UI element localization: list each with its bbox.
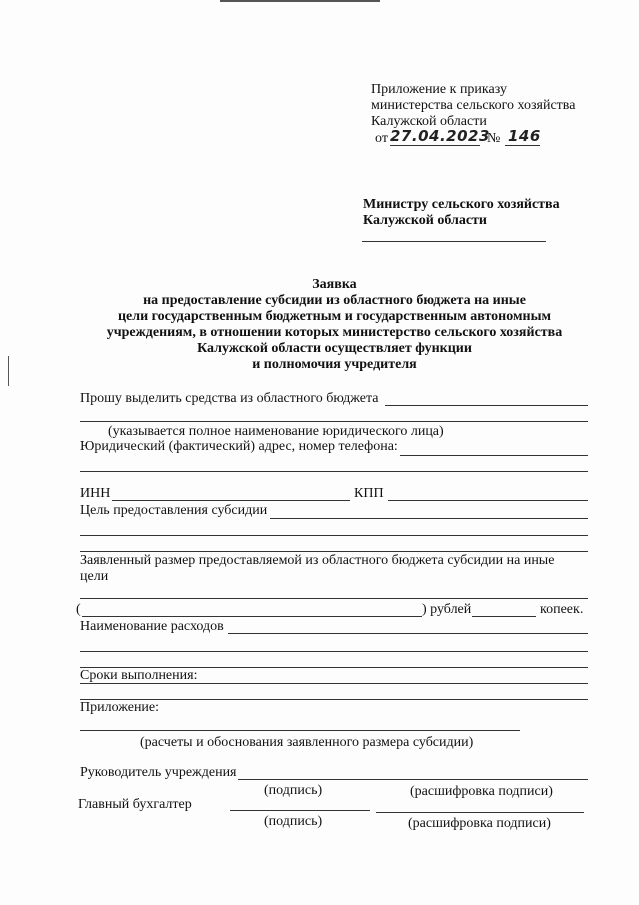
handwritten-date: 27.04.2023 <box>390 127 490 145</box>
appendix-line-2: министерства сельского хозяйства <box>371 98 576 113</box>
deadlines-field-1[interactable] <box>80 683 588 684</box>
title-line-6: и полномочия учредителя <box>252 357 417 372</box>
amount-field-1[interactable] <box>80 598 588 599</box>
rubles-field[interactable] <box>472 616 536 617</box>
accountant-decode-field[interactable] <box>376 812 584 813</box>
appendix-line-3: Калужской области <box>371 114 487 129</box>
paren-open: ( <box>76 602 81 617</box>
purpose-label: Цель предоставления субсидии <box>80 503 268 518</box>
org-name-field[interactable] <box>80 421 588 422</box>
handwritten-number: 146 <box>508 127 541 145</box>
accountant-label: Главный бухгалтер <box>78 797 192 812</box>
accountant-signature-field[interactable] <box>230 810 370 811</box>
amount-words-field[interactable] <box>82 616 422 617</box>
request-field[interactable] <box>385 405 588 406</box>
decode-hint-1: (расшифровка подписи) <box>410 784 553 799</box>
address-field-2[interactable] <box>80 471 588 472</box>
address-field-1[interactable] <box>400 455 588 456</box>
request-label: Прошу выделить средства из областного бюджета <box>80 391 379 406</box>
inn-label: ИНН <box>80 486 111 501</box>
expenses-label: Наименование расходов <box>80 619 224 634</box>
decode-hint-2: (расшифровка подписи) <box>408 816 551 831</box>
title-line-4: учреждениям, в отношении которых министерство сельского хозяйства <box>106 325 563 340</box>
head-label: Руководитель учреждения <box>80 765 237 780</box>
date-prefix: от <box>375 131 388 146</box>
attachment-label: Приложение: <box>80 700 160 715</box>
kpp-field[interactable] <box>388 500 588 501</box>
addressee-line-1: Министру сельского хозяйства <box>363 197 560 212</box>
signature-hint-2: (подпись) <box>264 814 323 829</box>
head-signature-field[interactable] <box>238 779 588 780</box>
title-line-5: Калужской области осуществляет функции <box>197 341 472 356</box>
title-line-2: на предоставление субсидии из областного бюджета на иные <box>143 293 526 308</box>
kpp-label: КПП <box>354 486 384 501</box>
org-name-hint: (указывается полное наименование юридического лица) <box>108 424 444 439</box>
address-label: Юридический (фактический) адрес, номер телефона: <box>80 439 398 454</box>
deadlines-label: Сроки выполнения: <box>80 668 198 683</box>
rubles-label: ) рублей <box>422 602 472 617</box>
title-line-1: Заявка <box>312 277 357 292</box>
title-line-3: цели государственным бюджетным и государственным автономным <box>117 309 552 324</box>
attachment-hint: (расчеты и обоснования заявленного размера субсидии) <box>140 735 474 750</box>
amount-label-line-2: цели <box>80 569 109 584</box>
purpose-field-2[interactable] <box>80 535 588 536</box>
expenses-field-1[interactable] <box>228 633 588 634</box>
signature-hint-1: (подпись) <box>264 783 323 798</box>
addressee-line-2: Калужской области <box>363 213 487 228</box>
amount-label-line-1: Заявленный размер предоставляемой из областного бюджета субсидии на иные <box>80 553 555 568</box>
purpose-field-1[interactable] <box>270 518 588 519</box>
number-prefix: № <box>487 131 501 146</box>
appendix-line-1: Приложение к приказу <box>371 82 507 97</box>
attachment-field[interactable] <box>80 730 520 731</box>
expenses-field-2[interactable] <box>80 651 588 652</box>
kopecks-label: копеек. <box>540 602 584 617</box>
scan-top-line <box>220 0 380 2</box>
inn-field[interactable] <box>112 500 350 501</box>
